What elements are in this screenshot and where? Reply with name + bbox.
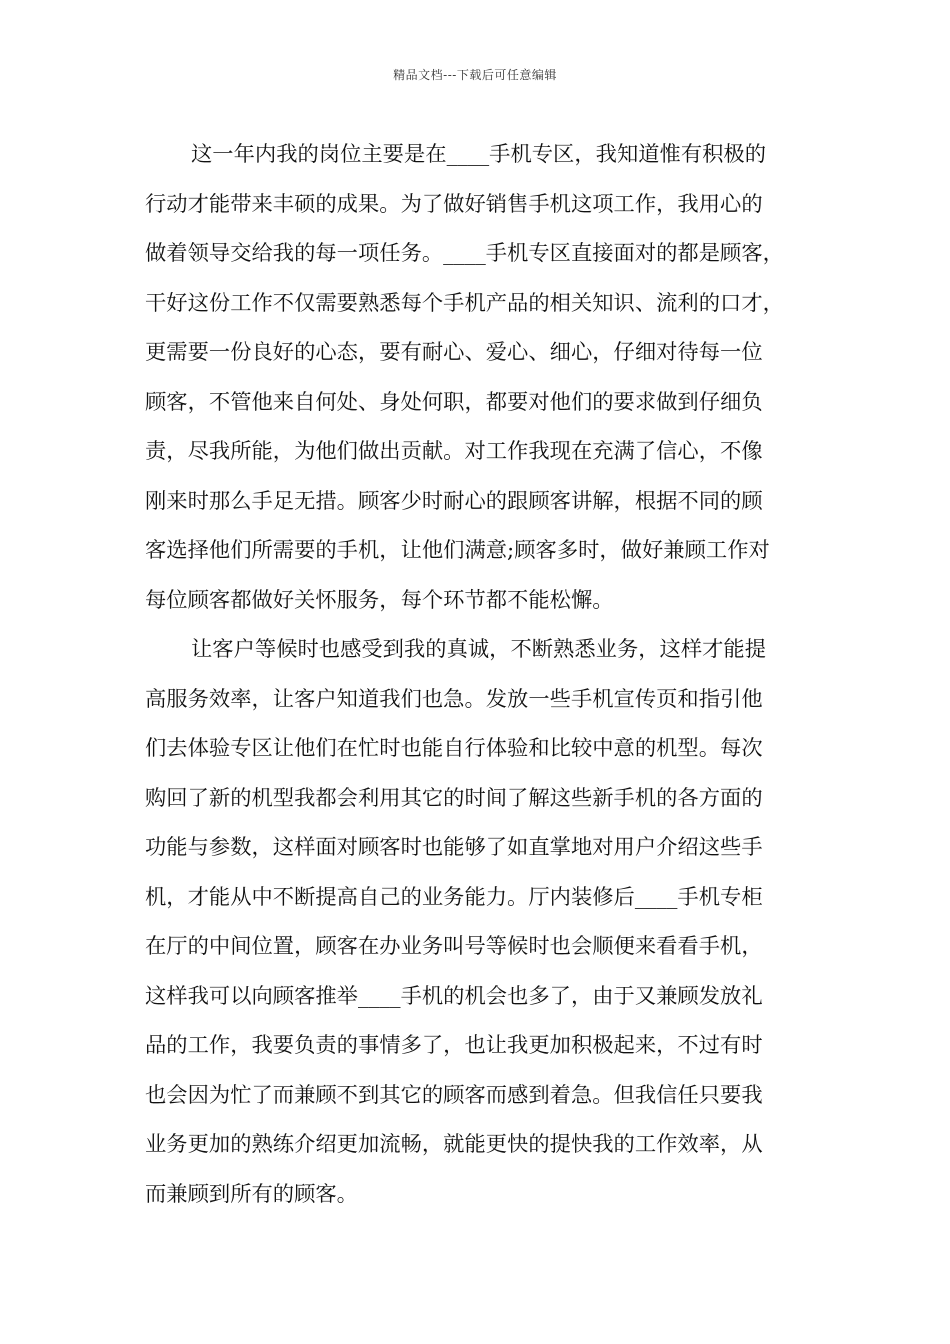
text-line: 更需要一份良好的心态，要有耐心、爱心、细心，仔细对待每一位: [145, 340, 763, 365]
text-line: 高服务效率，让客户知道我们也急。发放一些手机宣传页和指引他: [145, 686, 763, 712]
text-line: 干好这份工作不仅需要熟悉每个手机产品的相关知识、流利的口才，: [145, 290, 784, 316]
text-line: 机，才能从中不断提高自己的业务能力。厅内装修后____手机专柜: [145, 884, 763, 910]
text-line: 顾客，不管他来自何处、身处何职，都要对他们的要求做到仔细负: [145, 389, 763, 415]
text-line: 们去体验专区让他们在忙时也能自行体验和比较中意的机型。每次: [145, 736, 763, 761]
text-line: 在厅的中间位置，顾客在办业务叫号等候时也会顺便来看看手机，: [145, 934, 763, 959]
text-line: 每位顾客都做好关怀服务，每个环节都不能松懈。: [145, 587, 614, 613]
document-body: [145, 130, 825, 1219]
paragraph-2: [145, 625, 825, 1219]
text-line: 业务更加的熟练介绍更加流畅，就能更快的提快我的工作效率，从: [145, 1132, 763, 1157]
page-header: 精品文档---下载后可任意编辑: [393, 68, 557, 82]
text-line: 功能与参数，这样面对顾客时也能够了如直掌地对用户介绍这些手: [145, 835, 763, 860]
text-line: 也会因为忙了而兼顾不到其它的顾客而感到着急。但我信任只要我: [145, 1082, 763, 1108]
text-line: 客选择他们所需要的手机，让他们满意;顾客多时，做好兼顾工作对: [145, 538, 770, 563]
text-line: 而兼顾到所有的顾客。: [145, 1181, 358, 1207]
text-line: 做着领导交给我的每一项任务。____手机专区直接面对的都是顾客，: [145, 241, 784, 266]
text-line: 让客户等候时也感受到我的真诚，不断熟悉业务，这样才能提: [191, 637, 767, 662]
text-line: 责，尽我所能，为他们做出贡献。对工作我现在充满了信心，不像: [145, 439, 763, 464]
text-line: 这样我可以向顾客推举____手机的机会也多了，由于又兼顾发放礼: [145, 983, 763, 1009]
text-line: 刚来时那么手足无措。顾客少时耐心的跟顾客讲解，根据不同的顾: [145, 488, 763, 514]
text-line: 这一年内我的岗位主要是在____手机专区，我知道惟有积极的: [191, 142, 767, 167]
paragraph-1: [145, 130, 825, 625]
text-line: 购回了新的机型我都会利用其它的时间了解这些新手机的各方面的: [145, 785, 763, 811]
text-line: 品的工作，我要负责的事情多了，也让我更加积极起来，不过有时: [145, 1033, 763, 1058]
text-line: 行动才能带来丰硕的成果。为了做好销售手机这项工作，我用心的: [145, 191, 763, 217]
